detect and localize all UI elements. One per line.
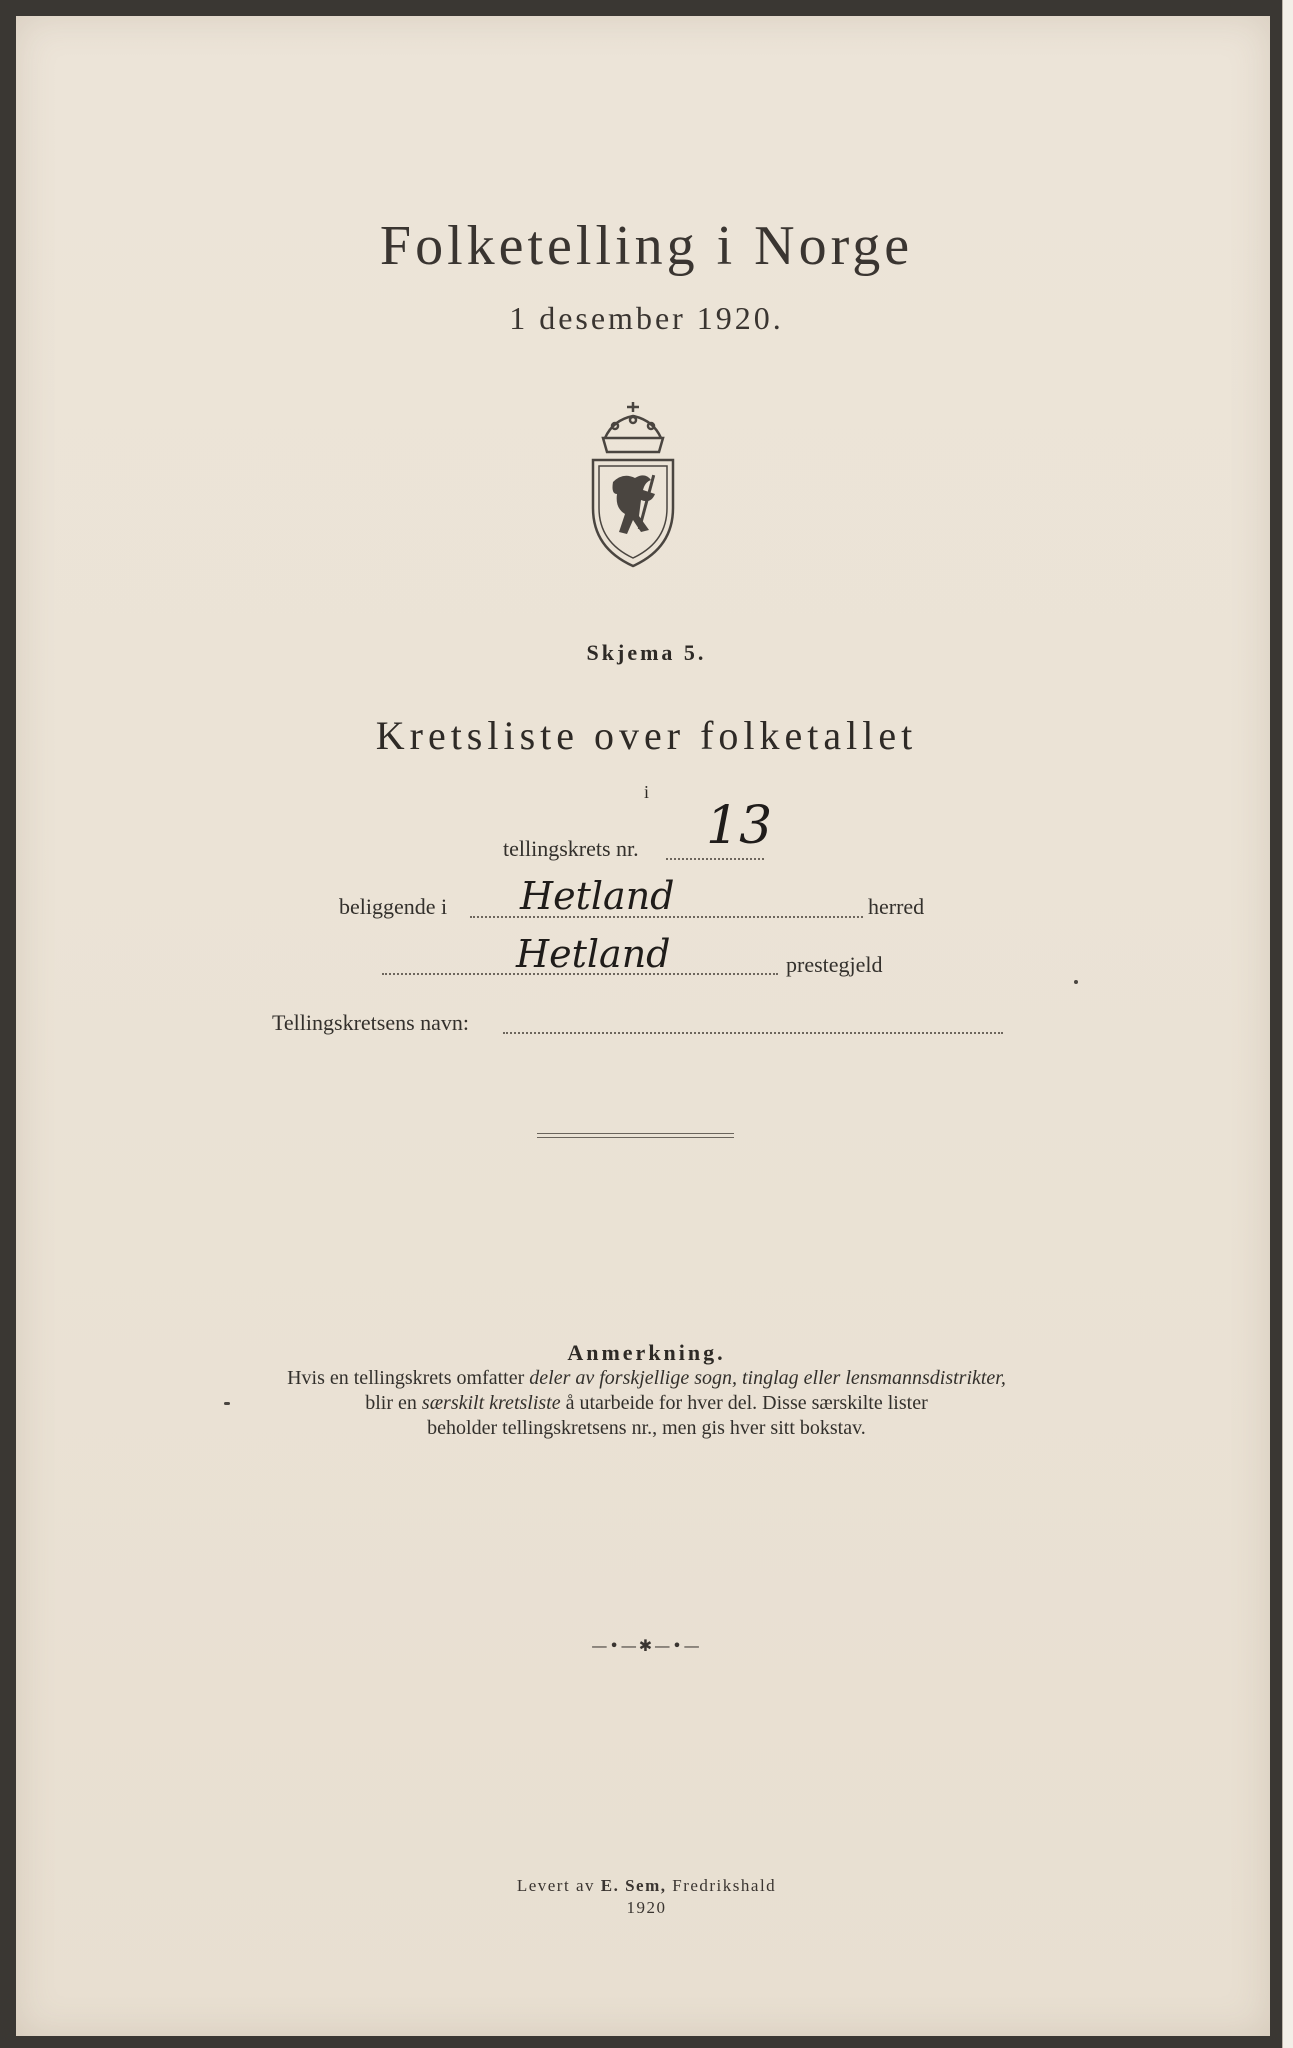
printer-place: Fredrikshald — [666, 1876, 777, 1895]
note-title: Anmerkning. — [567, 1340, 726, 1365]
paper-speck — [224, 1402, 230, 1405]
krets-name-line — [503, 1032, 1003, 1034]
form-title: Folketelling i Norge — [379, 215, 914, 277]
form-heading: Kretsliste over folketallet — [375, 713, 918, 758]
krets-number-value[interactable]: 13 — [706, 796, 773, 856]
schema-number: Skjema 5. — [586, 640, 707, 665]
note-line-2-text-b: å utarbeide for hver del. Disse særskilte lister — [560, 1392, 928, 1414]
printer-name: E. Sem, — [600, 1876, 667, 1895]
printer-year: 1920 — [626, 1898, 667, 1917]
norwegian-coat-of-arms-icon — [583, 398, 683, 570]
note-line-2-emphasis: særskilt kretsliste — [421, 1392, 561, 1414]
note-line-1-text: Hvis en tellingskrets omfatter — [287, 1367, 530, 1389]
note-line-2-text-a: blir en — [365, 1392, 422, 1414]
divider-rule-second — [537, 1137, 734, 1138]
herred-label: herred — [868, 894, 925, 919]
prestegjeld-label: prestegjeld — [786, 952, 883, 977]
krets-number-line — [666, 858, 764, 860]
krets-number-label: tellingskrets nr. — [503, 836, 639, 861]
preposition-label: i — [643, 782, 649, 802]
krets-name-label: Tellingskretsens navn: — [272, 1010, 470, 1035]
paper-speck — [1074, 980, 1078, 984]
beliggende-label: beliggende i — [339, 894, 448, 919]
printer-prefix: Levert av — [516, 1876, 601, 1895]
divider-rule — [537, 1133, 734, 1134]
ornament-divider: —•—✱—•— — [591, 1636, 702, 1655]
beliggende-value[interactable]: Hetland — [520, 874, 675, 918]
note-line-2 — [0, 1391, 1293, 1416]
printer-line — [0, 1876, 1293, 1896]
form-date: 1 desember 1920. — [509, 300, 784, 336]
prestegjeld-value[interactable]: Hetland — [516, 932, 671, 976]
note-line-1-emphasis: deler av forskjellige sogn, tinglag eller lensmannsdistrikter, — [529, 1367, 1006, 1389]
note-line-1 — [0, 1366, 1293, 1391]
note-line-3: beholder tellingskretsens nr., men gis hver sitt bokstav. — [427, 1417, 866, 1439]
